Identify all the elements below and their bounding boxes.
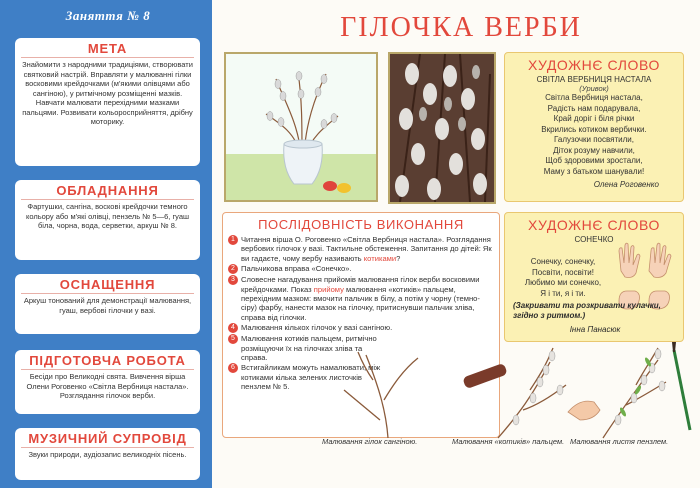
card-preparation-text: Бесіди про Великодні свята. Вивчення вірша Олени Роговенко «Світла Вербниця настала». Розглядання гілочок верби.: [26, 372, 189, 400]
card-supplies-title: ОСНАЩЕННЯ: [21, 277, 194, 294]
branch-sangina-drawing: [344, 352, 418, 438]
step-text: Читання вірша О. Роговенко «Світла Вербниця настала». Розглядання вербових гілочок у вазі. Тактильне обстеження. Запитання до дітей: Як ви гадаєте, чому вербу називають котиками?: [241, 235, 492, 263]
card-goal-title: МЕТА: [21, 41, 194, 58]
card-music-title: МУЗИЧНИЙ СУПРОВІД: [21, 431, 194, 448]
sequence-title: ПОСЛІДОВНІСТЬ ВИКОНАННЯ: [258, 217, 464, 232]
poem1-line: Вкрились котиком вербички.: [541, 124, 647, 134]
card-music-text: Звуки природи, аудіозапис великодніх пісень.: [28, 450, 187, 459]
poem1-author: Олена Роговенко: [593, 180, 659, 189]
left-sidebar: [0, 0, 212, 488]
step-number: 2: [228, 264, 238, 274]
poem2-line: Сонечку, сонечку,: [530, 257, 596, 266]
poem1-line: Щоб здоровими зростали,: [545, 156, 643, 165]
step-item: [228, 235, 494, 263]
card-preparation-title: ПІДГОТОВЧА РОБОТА: [21, 353, 194, 370]
poem1-line: Галузочки посвятили,: [554, 135, 634, 144]
card-music: [15, 428, 200, 480]
card-preparation: [15, 350, 200, 414]
finger-icon: [568, 401, 600, 420]
step-item: [228, 264, 494, 274]
card-equipment-text: Фартушки, сангіна, воскові крейдочки темного кольору або м'які олівці, пензель № 5—6, гуаш біла, чорна, вода, серветки, аркуш № 8.: [25, 202, 190, 230]
poem1-line: Маму з батьком шанували!: [543, 166, 645, 176]
vase-drawing: [226, 54, 376, 200]
poem-box-sonechko: [504, 212, 684, 342]
poem1-note: (Уривок): [579, 84, 609, 93]
caption-brush: Малювання листя пензлем.: [570, 437, 669, 446]
caption-sangina: Малювання гілок сангіною.: [322, 437, 418, 446]
step-number: 3: [228, 275, 238, 285]
step-number: 5: [228, 334, 238, 344]
poem2-note: (Закривати та розкривати кулачки, згідно з ритмом.): [513, 301, 661, 320]
card-goal-text: Знайомити з народними традиціями, створювати святковий настрій. Вправляти у малюванні гілки восковими крейдочками (м'якими олівцями або сангіною), у ритмічному розміщенні мазків. Навчати малювати перехідними мазками пальцями. Розвивати кольоросприйняття, дрібну моторику.: [22, 60, 193, 126]
poem2-author: Інна Панасюк: [569, 325, 621, 334]
poem-box-verbnytsia: [504, 52, 684, 202]
step-text: Встигайликам можуть намалювати, між котиками кілька зелених листочків пензлем № 5.: [241, 363, 381, 392]
catkins-photo: [388, 52, 496, 204]
step-item: [228, 275, 494, 322]
card-equipment-title: ОБЛАДНАННЯ: [21, 183, 194, 200]
step-text: Пальчикова вправа «Сонечко».: [241, 264, 352, 274]
vase-illustration: [224, 52, 378, 202]
step-text: Малювання кількох гілочок у вазі сангіною.: [241, 323, 393, 333]
poem1-heading: ХУДОЖНЄ СЛОВО: [528, 57, 660, 73]
card-supplies-text: Аркуш тонований для демонстрації малювання, гуаш, вербові гілочки у вазі.: [23, 296, 192, 315]
poem2-line: Любимо ми сонечко,: [524, 278, 602, 287]
branch-steps-illustration: [318, 340, 698, 440]
sangina-stick-icon: [462, 363, 507, 389]
poem2-line: Посвіти, посвіти!: [532, 267, 594, 277]
card-goal: [15, 38, 200, 166]
step-text: Малювання котиків пальцем, ритмічно розміщуючи їх на гілочках зліва та справа.: [241, 334, 377, 363]
step-number: 4: [228, 323, 238, 333]
poem2-line: Я і ти, я і ти.: [540, 288, 586, 298]
card-supplies: [15, 274, 200, 334]
poem1-line: Край доріг і біля річки: [553, 114, 635, 123]
step-number: 1: [228, 235, 238, 245]
poem1-line: Світла Вербниця настала,: [545, 93, 643, 102]
step-number: 6: [228, 363, 238, 373]
poem2-heading: ХУДОЖНЄ СЛОВО: [528, 217, 660, 233]
catkins-drawing: [390, 54, 494, 202]
poem1-subtitle: СВІТЛА ВЕРБНИЦЯ НАСТАЛА: [536, 75, 652, 84]
step-text: Словесне нагадування прийомів малювання гілок верби восковими крейдочками. Показ прийому малювання «котиків» пальцем, перехідним мазком: вмочити пальчик в білу, а потім у чорну (темно-сіру) фарбу, нанести мазок на гілочку, притиснувши пальчик зліва, справа від гілочки.: [241, 275, 480, 322]
caption-finger: Малювання «котиків» пальцем.: [452, 437, 565, 446]
card-equipment: [15, 180, 200, 260]
lesson-number: Заняття № 8: [65, 8, 151, 23]
poem1-line: Радість нам подарувала,: [547, 103, 641, 113]
poem1-line: Діток розуму навчили,: [553, 145, 635, 155]
page-title: ГІЛОЧКА ВЕРБИ: [340, 12, 582, 43]
paintbrush-icon: [672, 342, 690, 430]
poem2-subtitle: СОНЕЧКО: [574, 235, 614, 244]
step-item: [228, 323, 494, 333]
